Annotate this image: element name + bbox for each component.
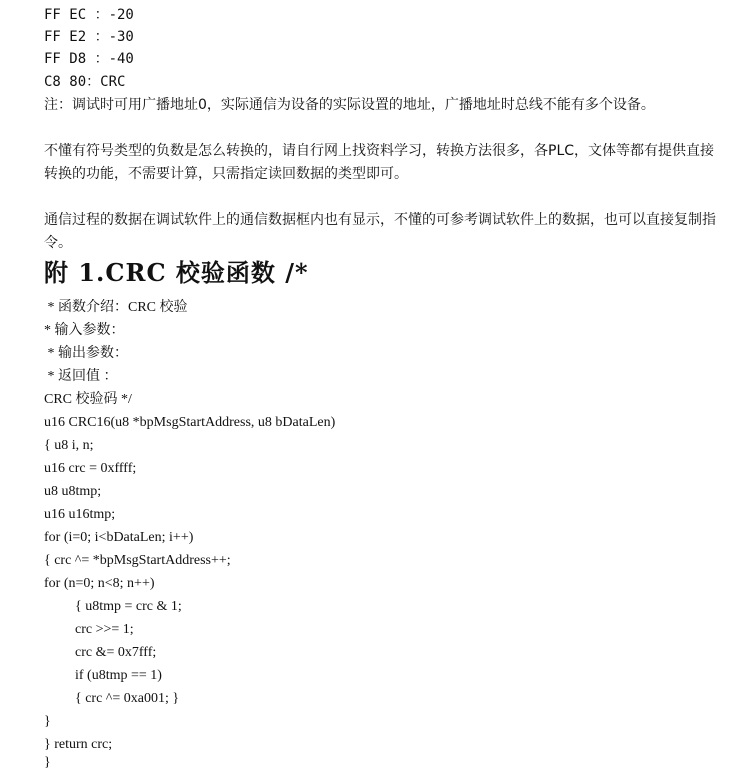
register-line: FF EC ：-20: [44, 7, 134, 23]
code-line: if (u8tmp == 1): [75, 668, 162, 683]
code-line: }: [44, 714, 51, 729]
code-line: * 函数介绍：CRC 校验: [44, 300, 188, 315]
note-debug-software: 通信过程的数据在调试软件上的通信数据框内也有显示，不懂的可参考调试软件上的数据，也可以直接复制指令。: [44, 212, 716, 251]
code-line: { crc ^= 0xa001; }: [75, 691, 180, 706]
code-line: { u8 i, n;: [44, 438, 94, 453]
code-line: for (n=0; n<8; n++): [44, 576, 155, 591]
code-line: { u8tmp = crc & 1;: [75, 599, 182, 614]
register-line: FF D8 ：-40: [44, 51, 134, 67]
section-heading: 附 1.CRC 校验函数 /*: [44, 258, 309, 287]
register-line: FF E2 ：-30: [44, 29, 134, 45]
note-broadcast-address: 注：调试时可用广播地址0，实际通信为设备的实际设置的地址，广播地址时总线不能有多个设备。: [44, 97, 655, 113]
code-line: * 输出参数：: [44, 346, 128, 361]
code-line: } return crc;: [44, 737, 113, 752]
code-line: crc &= 0x7fff;: [75, 645, 157, 660]
code-line: * 输入参数：: [44, 323, 125, 338]
code-line: for (i=0; i<bDataLen; i++): [44, 530, 194, 545]
code-line: u16 CRC16(u8 *bpMsgStartAddress, u8 bDataLen): [44, 415, 336, 430]
code-line: crc >>= 1;: [75, 622, 134, 637]
code-line: u8 u8tmp;: [44, 484, 102, 499]
register-line: C8 80：CRC: [44, 74, 126, 90]
code-line: CRC 校验码 */: [44, 392, 132, 407]
code-line: }: [44, 755, 51, 770]
code-line: { crc ^= *bpMsgStartAddress++;: [44, 553, 231, 568]
code-line: * 返回值 ：: [44, 369, 118, 384]
code-line: u16 crc = 0xffff;: [44, 461, 137, 476]
code-line: u16 u16tmp;: [44, 507, 116, 522]
note-signed-conversion: 不懂有符号类型的负数是怎么转换的，请自行网上找资料学习，转换方法很多，各PLC，文体等都有提供直接转换的功能，不需要计算，只需指定读回数据的类型即可。: [44, 143, 715, 182]
